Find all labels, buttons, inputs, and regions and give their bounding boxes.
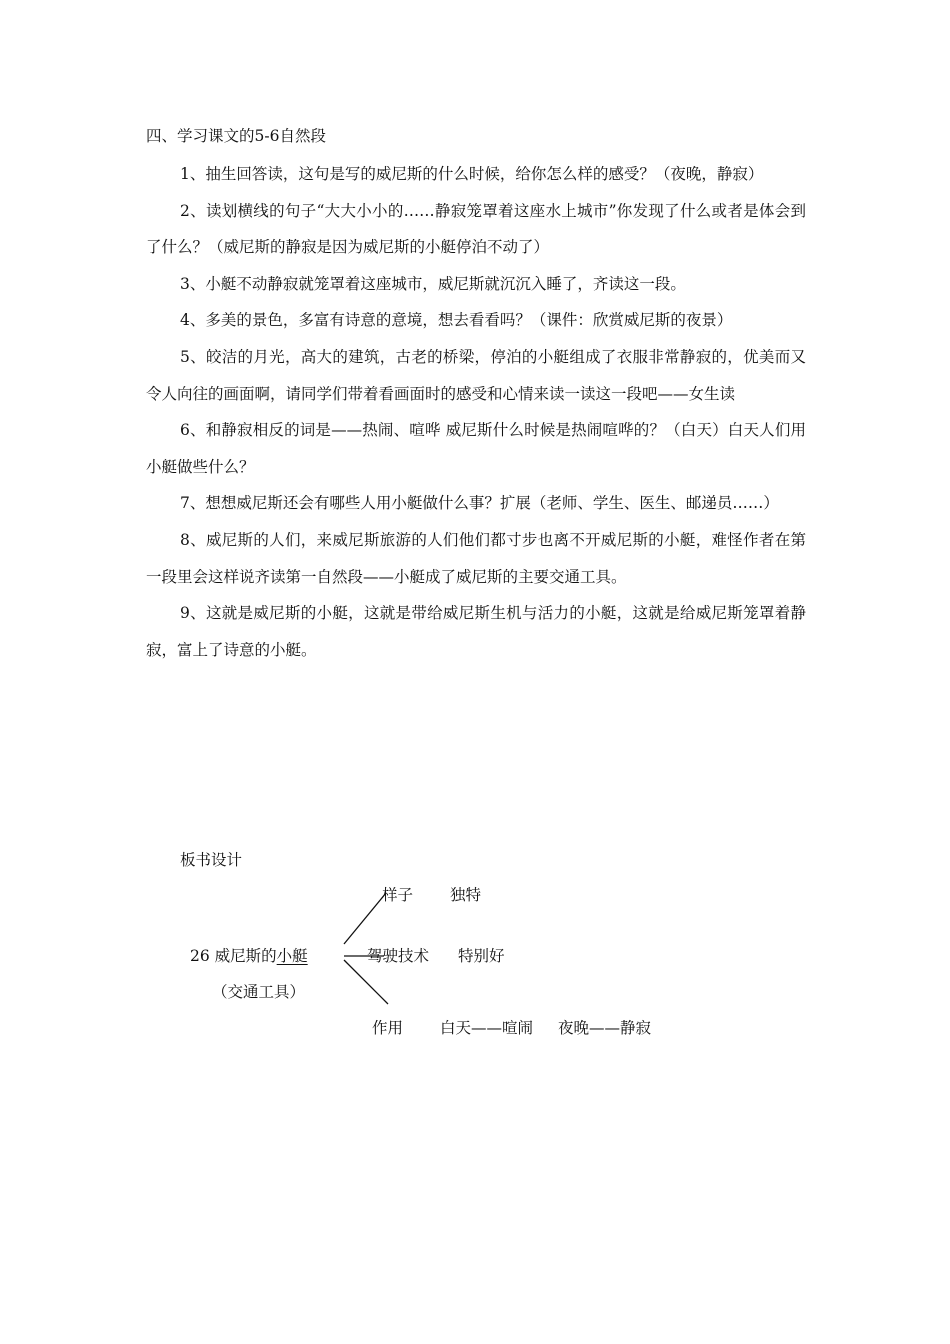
step-paragraph-5: 5、皎洁的月光，高大的建筑，古老的桥梁，停泊的小艇组成了衣服非常静寂的，优美而又令人向往的画面啊，请同学们带着看画面时的感受和心情来读一读这一段吧——女生读 bbox=[146, 347, 806, 403]
branch1-value: 独特 bbox=[450, 886, 482, 904]
step-paragraph-4: 4、多美的景色，多富有诗意的意境，想去看看吗？（课件：欣赏威尼斯的夜景） bbox=[180, 311, 733, 330]
lesson-title-underlined: 小艇 bbox=[276, 947, 308, 965]
step-paragraph-8: 8、威尼斯的人们，来威尼斯旅游的人们他们都寸步也离不开威尼斯的小艇，难怪作者在第一段里会这样说齐读第一自然段——小艇成了威尼斯的主要交通工具。 bbox=[146, 530, 806, 586]
branch3-day: 白天——喧闹 bbox=[440, 1019, 534, 1037]
branch-line-top bbox=[344, 893, 386, 944]
section-heading: 四、学习课文的5-6自然段 bbox=[146, 127, 326, 145]
lesson-title-prefix: 26 威尼斯的 bbox=[190, 947, 277, 965]
step-paragraph-7: 7、想想威尼斯还会有哪些人用小艇做什么事？扩展（老师、学生、医生、邮递员……） bbox=[180, 494, 779, 513]
step-paragraph-9: 9、这就是威尼斯的小艇，这就是带给威尼斯生机与活力的小艇，这就是给威尼斯笼罩着静寂，富上了诗意的小艇。 bbox=[146, 604, 806, 659]
step-paragraph-3: 3、小艇不动静寂就笼罩着这座城市，威尼斯就沉沉入睡了，齐读这一段。 bbox=[180, 274, 686, 293]
lesson-title bbox=[190, 945, 308, 967]
branch2-value: 特别好 bbox=[458, 947, 505, 965]
branch2-label: 驾驶技术 bbox=[367, 947, 430, 965]
step-paragraph-2: 2、读划横线的句子“大大小小的……静寂笼罩着这座水上城市”你发现了什么或者是体会到了什么？（威尼斯的静寂是因为威尼斯的小艇停泊不动了） bbox=[146, 201, 806, 257]
lesson-subtitle: （交通工具） bbox=[212, 983, 306, 1001]
branch3-night: 夜晚——静寂 bbox=[558, 1019, 652, 1037]
branch1-label: 样子 bbox=[382, 886, 414, 904]
step-paragraph-1: 1、抽生回答读，这句是写的威尼斯的什么时候，给你怎么样的感受？（夜晚，静寂） bbox=[180, 165, 764, 183]
branch3-label: 作用 bbox=[372, 1019, 404, 1037]
step-paragraph-6: 6、和静寂相反的词是——热闹、喧哗 威尼斯什么时候是热闹喧哗的？（白天）白天人们用小艇做些什么？ bbox=[146, 421, 806, 476]
board-design-title: 板书设计 bbox=[180, 851, 243, 869]
